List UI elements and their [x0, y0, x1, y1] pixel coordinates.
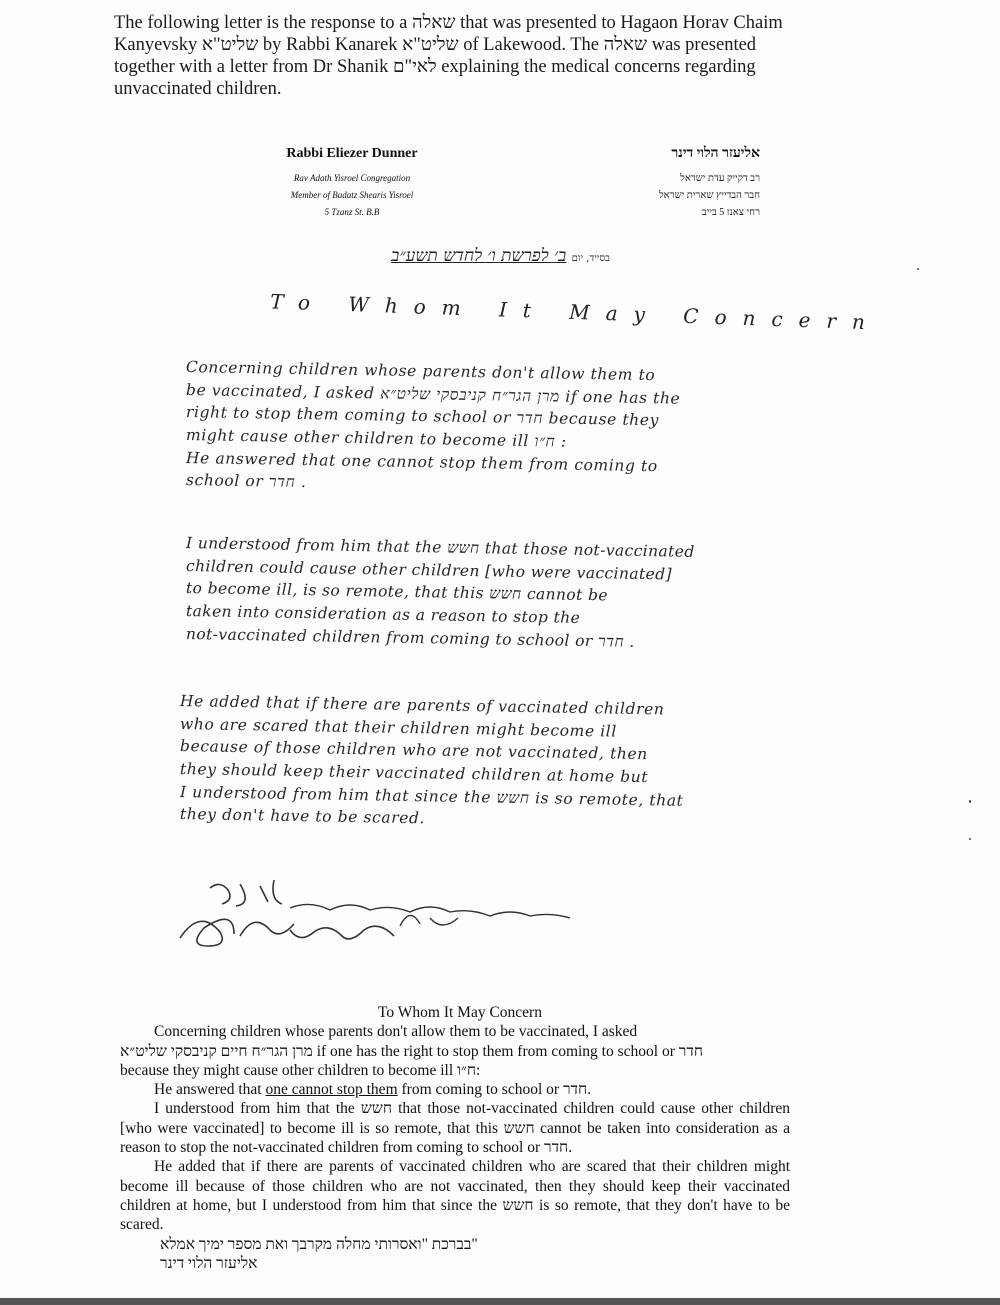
typed-line: because they might cause other children to become ill ח״ו: — [120, 1061, 481, 1079]
handwritten-line: because of those children who are not vaccinated, then — [179, 737, 648, 764]
intro-line: unvaccinated children. — [114, 79, 282, 99]
typed-line: מרן הגר״ח חיים קניבסקי שליט״א if one has the right to stop them from coming to school or חדר — [120, 1042, 703, 1060]
scan-speck — [969, 838, 971, 840]
letterhead-hebrew — [600, 146, 760, 221]
handwritten-date: ב׳ לפרשת ו׳ לחדש תשע״ב — [391, 246, 567, 266]
handwritten-line: not-vaccinated children from coming to school or חדר . — [185, 624, 635, 651]
handwritten-line: right to stop them coming to school or חדר because they — [185, 403, 660, 430]
handwritten-line: taken into consideration as a reason to stop the — [185, 602, 581, 627]
typed-answer-line — [120, 1080, 790, 1099]
handwritten-line: who are scared that their children might become ill — [179, 714, 618, 741]
intro-line: The following letter is the response to a שאלה that was presented to Hagaon Horav Chaim — [114, 13, 783, 33]
typed-title: To Whom It May Concern — [378, 1004, 542, 1021]
handwritten-line: they don't have to be scared. — [179, 805, 426, 828]
typed-paragraph: He added that if there are parents of vaccinated children who are scared that their children might become ill because of those children who are not vaccinated, then they should keep their vaccinated children at home, but I understood from him that since the חשש is so remote, that they don't have to be scared. — [120, 1158, 790, 1234]
handwritten-paragraph-3 — [180, 690, 790, 826]
handwritten-line: He answered that one cannot stop them from coming to — [185, 448, 658, 475]
scan-speck — [969, 800, 971, 803]
handwritten-line: to become ill, is so remote, that this חשש cannot be — [185, 579, 609, 605]
handwritten-paragraph-2 — [185, 532, 796, 651]
typed-blessing: בברכת "ואסרותי מחלה מקרבך ואת מספר ימיך אמלא" — [160, 1235, 478, 1253]
letterhead-line: רב דקייק עדת ישראל — [680, 173, 760, 184]
handwritten-line: Concerning children whose parents don't allow them to — [185, 358, 656, 385]
handwritten-signature — [170, 878, 640, 958]
handwritten-line: they should keep their vaccinated children at home but — [179, 760, 649, 787]
letterhead-line: 5 Tzanz St. B.B — [324, 207, 380, 217]
hebrew-date-line — [300, 246, 610, 266]
handwritten-line: I understood from him that the חשש that those not-vaccinated — [185, 534, 695, 561]
handwritten-line: be vaccinated, I asked מרן הגר״ח קניבסקי שליט״א if one has the — [185, 380, 681, 408]
typed-line: Concerning children whose parents don't allow them to be vaccinated, I asked — [154, 1023, 638, 1041]
handwritten-line: He added that if there are parents of vaccinated children — [179, 692, 665, 719]
letterhead-english — [262, 146, 442, 221]
typed-text: from coming to school or חדר. — [397, 1081, 592, 1099]
handwritten-line: school or חדר . — [185, 471, 307, 492]
handwritten-line: children could cause other children [who were vaccinated] — [185, 556, 673, 584]
scan-speck — [917, 268, 919, 270]
handwritten-paragraph-1 — [186, 356, 796, 492]
letterhead-line: חבר הבדייץ שארית ישראל — [659, 190, 760, 201]
rabbi-name-hebrew: אליעזר הלוי דינר — [671, 146, 760, 161]
typed-underlined-text: one cannot stop them — [265, 1081, 398, 1099]
intro-line: together with a letter from Dr Shanik לאי"ם explaining the medical concerns regarding — [114, 57, 756, 77]
rabbi-name-english: Rabbi Eliezer Dunner — [286, 146, 418, 161]
handwritten-title: To Whom It May Concern — [269, 289, 882, 335]
date-prefix: בסייד, יום — [571, 253, 610, 264]
typed-paragraph: I understood from him that the חשש that those not-vaccinated children could cause other children [who were vaccinated] to become ill is so remote, that this חשש cannot be taken into consideration as a reason to stop the not-vaccinated children from coming to school or חדר. — [120, 1100, 790, 1157]
handwritten-line: might cause other children to become ill ח״ו : — [185, 426, 567, 451]
typed-transcription — [120, 1003, 790, 1273]
intro-line: Kanyevsky שליט"א by Rabbi Kanarek שליט"א of Lakewood. The שאלה was presented — [114, 35, 757, 55]
typed-signature: אליעזר הלוי דינר — [160, 1254, 258, 1272]
scan-bottom-border — [0, 1298, 1000, 1305]
intro-paragraph — [114, 12, 844, 100]
typed-text: He answered that — [154, 1081, 266, 1099]
letterhead-line: Rav Adath Yisroel Congregation — [293, 173, 411, 183]
handwritten-line: I understood from him that since the חשש is so remote, that — [179, 782, 684, 810]
letterhead-line: רחי צאנז 5 בייב — [701, 207, 760, 218]
letterhead-line: Member of Badatz Shearis Yisroel — [290, 190, 414, 200]
